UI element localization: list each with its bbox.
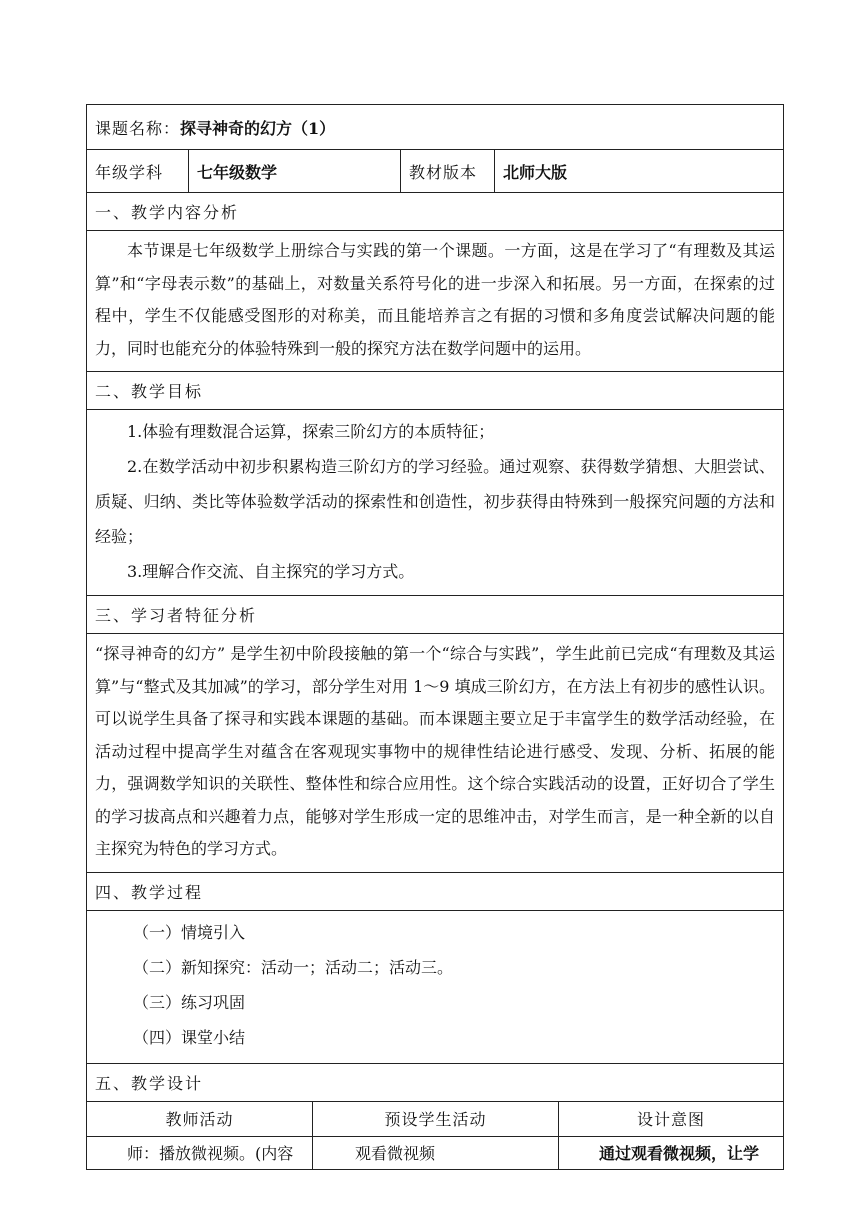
grade-value: 七年级数学 xyxy=(189,150,401,192)
goal-item: 3.理解合作交流、自主探究的学习方式。 xyxy=(127,562,415,581)
student-activity-cell: 观看微视频 xyxy=(313,1137,559,1169)
lesson-plan-table xyxy=(86,104,784,1170)
process-item: （三）练习巩固 xyxy=(133,992,246,1012)
process-list xyxy=(87,911,783,1064)
goals-list xyxy=(87,410,783,596)
goal-item: 2.在数学活动中初步积累构造三阶幻方的学习经验。通过观察、获得数学猜想、大胆尝试、质疑、归纳、类比等体验数学活动的探索性和创造性，初步获得由特殊到一般探究问题的方法和经验； xyxy=(95,457,775,546)
topic-value: 探寻神奇的幻方（1） xyxy=(180,118,336,138)
learners-text: “探寻神奇的幻方” 是学生初中阶段接触的第一个“综合与实践”，学生此前已完成“有理数及其运算”与“整式及其加减”的学习，部分学生对用 1～9 填成三阶幻方，在方法上有初步的感性认识。可以说学生具备了探寻和实践本课题的基础。而本课题主要立足于丰富学生的数学活动经验，在活动过程中提高学生对蕴含在客观现实事物中的规律性结论进行感受、发现、分析、拓展的能力，强调数学知识的关联性、整体性和综合应用性。这个综合实践活动的设置，正好切合了学生的学习拔高点和兴趣着力点，能够对学生形成一定的思维冲击，对学生而言，是一种全新的以自主探究为特色的学习方式。 xyxy=(87,634,783,873)
design-title: 五、教学设计 xyxy=(87,1064,783,1102)
column-header-teacher: 教师活动 xyxy=(87,1102,313,1136)
edition-value: 北师大版 xyxy=(503,162,568,182)
learners-title: 三、学习者特征分析 xyxy=(87,596,783,634)
column-header-student: 预设学生活动 xyxy=(313,1102,559,1136)
grade-label: 年级学科 xyxy=(87,150,189,192)
design-header-row xyxy=(87,1102,783,1137)
process-item: （一）情境引入 xyxy=(133,922,246,942)
table-row xyxy=(87,1137,783,1169)
meta-row xyxy=(87,150,783,193)
process-item: （四）课堂小结 xyxy=(133,1027,246,1047)
topic-row xyxy=(87,105,783,150)
edition-label: 教材版本 xyxy=(401,150,495,192)
topic-label: 课题名称： xyxy=(95,118,181,138)
process-title: 四、教学过程 xyxy=(87,873,783,911)
design-intent-cell: 通过观看微视频，让学 xyxy=(599,1144,760,1163)
content-analysis-text: 本节课是七年级数学上册综合与实践的第一个课题。一方面，这是在学习了“有理数及其运算”和“字母表示数”的基础上，对数量关系符号化的进一步深入和拓展。另一方面，在探索的过程中，学生不仅能感受图形的对称美，而且能培养言之有据的习惯和多角度尝试解决问题的能力，同时也能充分的体验特殊到一般的探究方法在数学问题中的运用。 xyxy=(87,231,783,372)
goals-title: 二、教学目标 xyxy=(87,372,783,410)
column-header-intent: 设计意图 xyxy=(636,1110,705,1129)
process-item: （二）新知探究：活动一；活动二；活动三。 xyxy=(133,957,454,977)
goal-item: 1.体验有理数混合运算，探索三阶幻方的本质特征； xyxy=(127,422,495,441)
content-analysis-title: 一、教学内容分析 xyxy=(87,193,783,231)
teacher-activity-cell: 师：播放微视频。(内容 xyxy=(87,1137,313,1169)
design-table xyxy=(87,1102,783,1169)
